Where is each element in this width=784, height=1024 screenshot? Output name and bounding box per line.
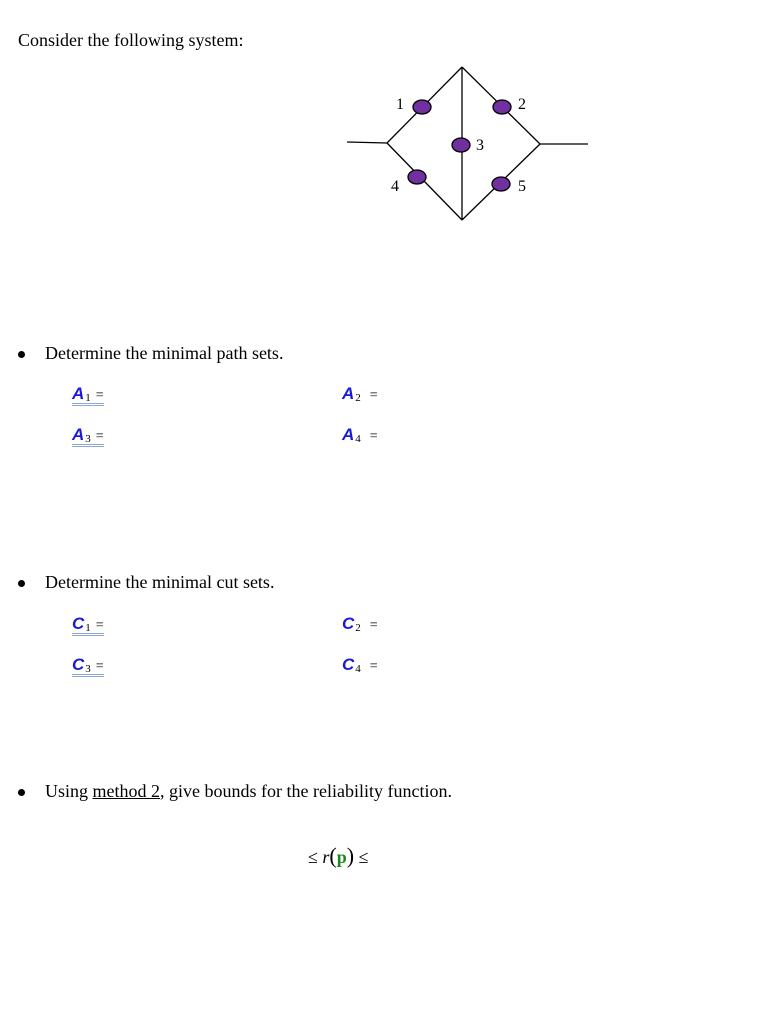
- path-set-2: [342, 384, 378, 404]
- cut-set-4-index: 4: [355, 663, 361, 675]
- leq-left: ≤: [308, 847, 318, 867]
- cut-set-1-index: 1: [85, 622, 91, 634]
- system-diagram: [340, 60, 600, 230]
- label-4: 4: [391, 178, 399, 195]
- cut-set-3-letter: C: [72, 655, 85, 674]
- path-set-1-eq: =: [95, 388, 104, 403]
- close-paren: ): [346, 843, 355, 868]
- path-set-4-letter: A: [342, 425, 355, 444]
- path-set-4-eq: =: [369, 429, 378, 444]
- question-cuts: Determine the minimal cut sets.: [45, 572, 275, 592]
- path-set-2-eq: =: [369, 388, 378, 403]
- bullet-bounds: [18, 789, 25, 796]
- path-set-3-index: 3: [85, 433, 91, 445]
- bullet-cuts: [18, 580, 25, 587]
- reliability-func: r: [322, 847, 330, 867]
- cut-set-2-letter: C: [342, 614, 355, 633]
- path-set-2-index: 2: [355, 392, 361, 404]
- path-set-1-index: 1: [85, 392, 91, 404]
- cut-set-3: [72, 655, 104, 675]
- path-set-2-letter: A: [342, 384, 355, 403]
- cut-set-1: [72, 614, 104, 634]
- question-bounds-prefix: Using: [45, 781, 93, 801]
- open-paren: (: [329, 843, 337, 868]
- path-set-3: [72, 425, 104, 445]
- path-set-1: [72, 384, 104, 404]
- label-3: 3: [476, 137, 484, 154]
- cut-set-1-letter: C: [72, 614, 85, 633]
- label-5: 5: [518, 178, 526, 195]
- node-5: [492, 177, 510, 191]
- node-4: [408, 170, 426, 184]
- question-paths: Determine the minimal path sets.: [45, 343, 284, 363]
- node-3: [452, 138, 470, 152]
- label-1: 1: [396, 96, 404, 113]
- cut-set-4-eq: =: [369, 659, 378, 674]
- input-line: [347, 142, 387, 143]
- cut-set-2: [342, 614, 378, 634]
- cut-set-3-eq: =: [95, 659, 104, 674]
- label-2: 2: [518, 96, 526, 113]
- cut-set-4: [342, 655, 378, 675]
- cut-set-1-eq: =: [95, 618, 104, 633]
- cut-set-2-index: 2: [355, 622, 361, 634]
- node-2: [493, 100, 511, 114]
- node-1: [413, 100, 431, 114]
- cut-set-4-letter: C: [342, 655, 355, 674]
- path-set-1-letter: A: [72, 384, 85, 403]
- bullet-paths: [18, 351, 25, 358]
- path-set-4: [342, 425, 378, 445]
- path-set-4-index: 4: [355, 433, 361, 445]
- arg-p: p: [336, 847, 347, 867]
- method-2-link[interactable]: method 2: [92, 781, 161, 801]
- question-bounds-suffix: , give bounds for the reliability function.: [160, 781, 452, 801]
- cut-set-3-index: 3: [85, 663, 91, 675]
- leq-right: ≤: [358, 847, 369, 867]
- question-bounds: [45, 781, 452, 802]
- cut-set-2-eq: =: [369, 618, 378, 633]
- path-set-3-eq: =: [95, 429, 104, 444]
- path-set-3-letter: A: [72, 425, 85, 444]
- intro-text: Consider the following system:: [18, 30, 244, 50]
- bounds-expression: [308, 843, 368, 869]
